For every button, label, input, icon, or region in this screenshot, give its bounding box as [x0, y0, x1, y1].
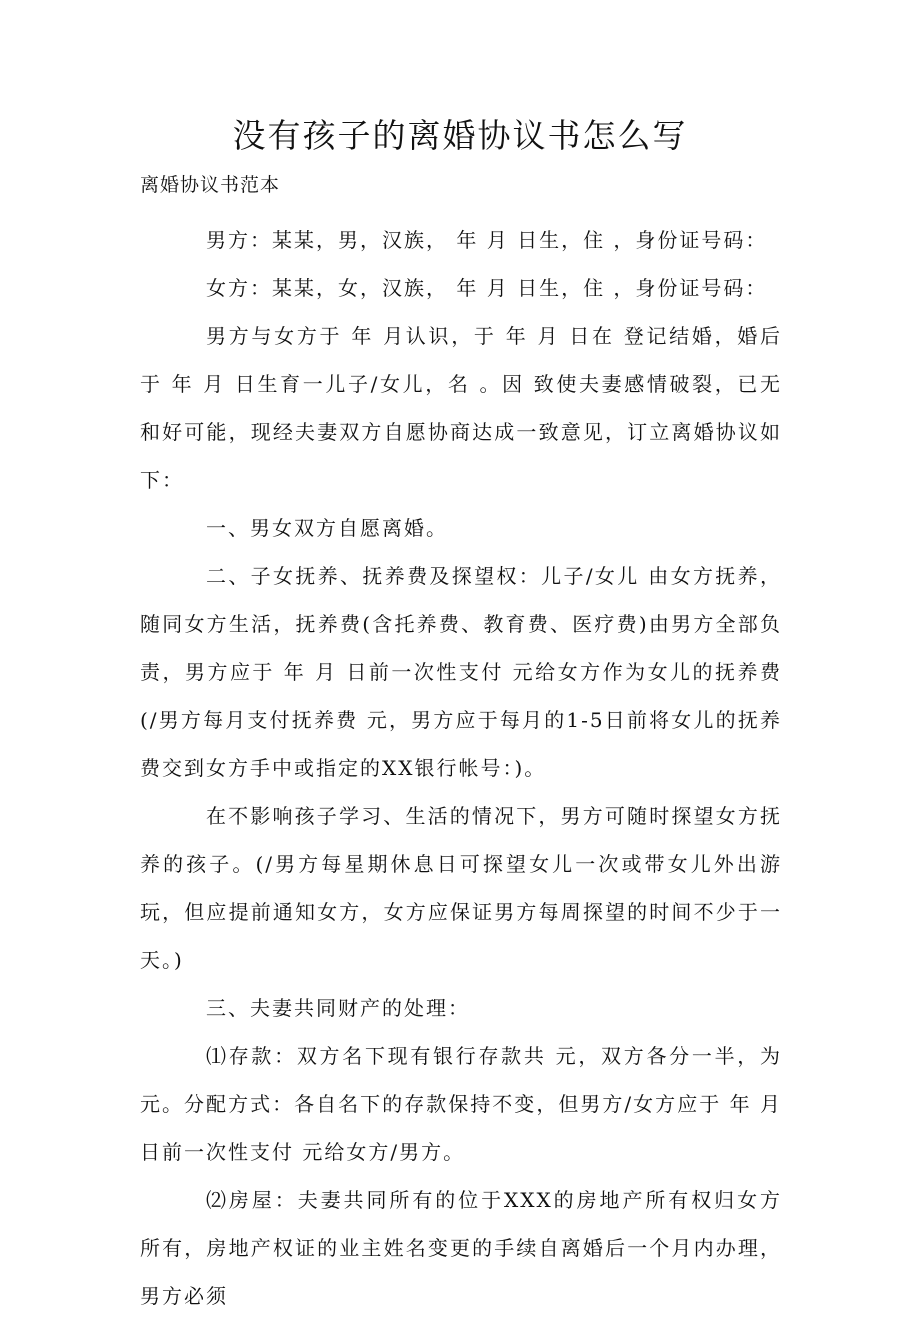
paragraph-clause-1: 一、男女双方自愿离婚。: [206, 516, 448, 540]
paragraph-background: 男方与女方于 年 月认识，于 年 月 日在 登记结婚，婚后于 年 月 日生育一儿子/女儿，名 。因 致使夫妻感情破裂，已无和好可能，现经夫妻双方自愿协商达成一致意见，订立离婚协议如下：: [140, 324, 782, 492]
paragraph-house: ⑵房屋：夫妻共同所有的位于XXX的房地产所有权归女方所有，房地产权证的业主姓名变更的手续自离婚后一个月内办理，男方必须: [140, 1188, 782, 1308]
paragraph-clause-3: 三、夫妻共同财产的处理：: [206, 996, 470, 1020]
paragraph-male-party: 男方：某某，男，汉族， 年 月 日生，住 ，身份证号码：: [206, 228, 768, 252]
document-subtitle: 离婚协议书范本: [140, 174, 281, 196]
document-body: [140, 216, 782, 1320]
paragraph-deposits: ⑴存款：双方名下现有银行存款共 元，双方各分一半，为 元。分配方式：各自名下的存款保持不变，但男方/女方应于 年 月 日前一次性支付 元给女方/男方。: [140, 1044, 782, 1164]
paragraph-clause-2: 二、子女抚养、抚养费及探望权：儿子/女儿 由女方抚养，随同女方生活，抚养费(含托养费、教育费、医疗费)由男方全部负责，男方应于 年 月 日前一次性支付 元给女方作为女儿的抚养费(/男方每月支付抚养费 元，男方应于每月的1-5日前将女儿的抚养费交到女方手中或指定的XX银行帐号：)。: [140, 564, 782, 780]
paragraph-female-party: 女方：某某，女，汉族， 年 月 日生，住 ，身份证号码：: [206, 276, 768, 300]
paragraph-visitation: 在不影响孩子学习、生活的情况下，男方可随时探望女方抚养的孩子。(/男方每星期休息日可探望女儿一次或带女儿外出游玩，但应提前通知女方，女方应保证男方每周探望的时间不少于一天。): [140, 804, 782, 972]
document-title: 没有孩子的离婚协议书怎么写: [232, 116, 688, 155]
